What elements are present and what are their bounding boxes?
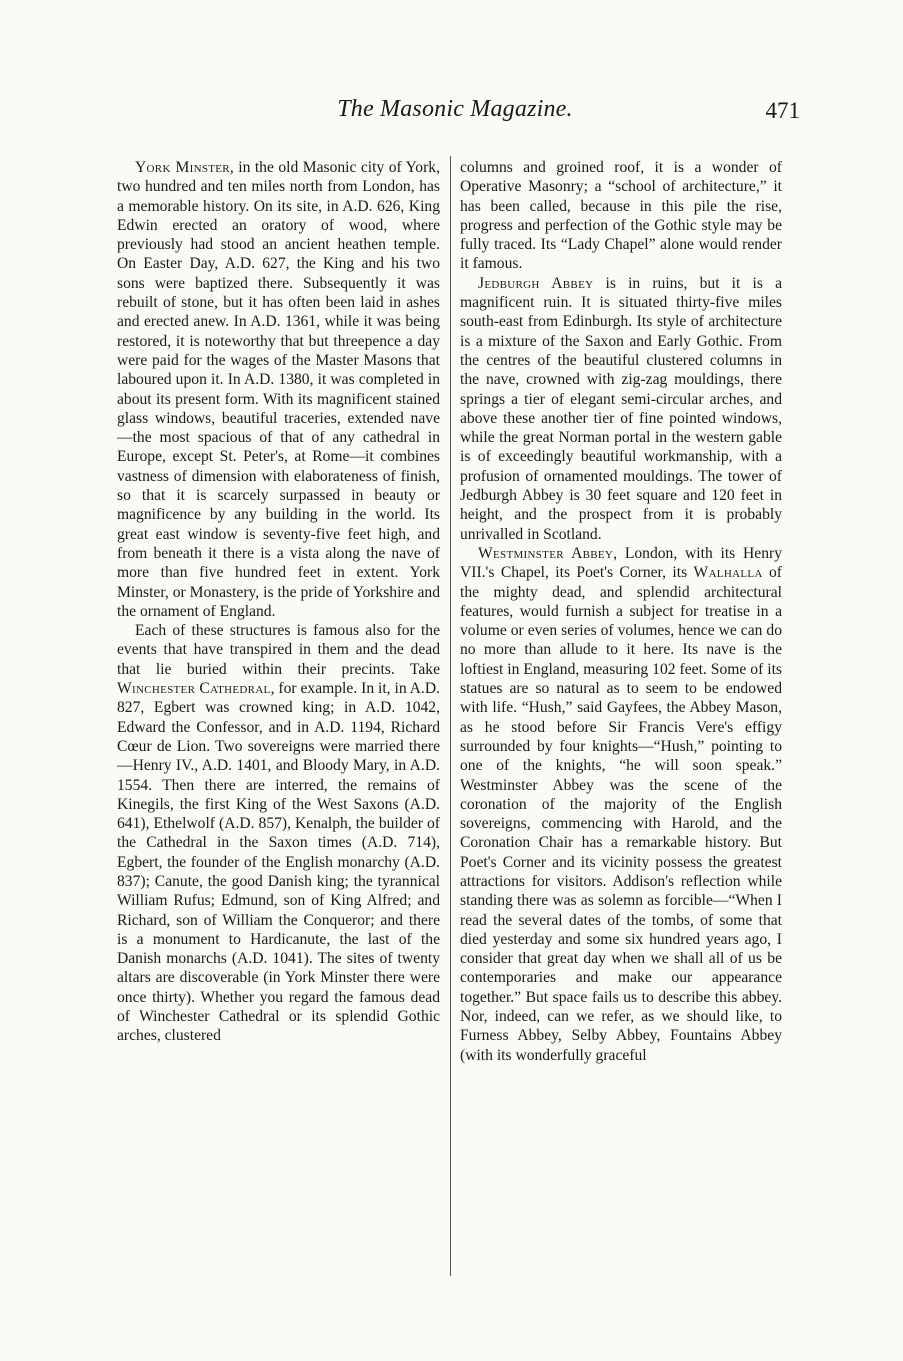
westminster-text-a: , London, with its Henry VII.'s Chapel, its Poet's Corner, its	[460, 544, 782, 582]
left-column	[117, 158, 440, 1046]
york-minster-text: , in the old Masonic city of York, two hundred and ten miles north from London, has a memorable history. On its site, in A.D. 626, King Edwin erected an oratory of wood, where previously had stood an ancient heathen temple. On Easter Day, A.D. 627, the King and his two sons were baptized there. Subsequently it was rebuilt of stone, but it has often been laid in ashes and erected anew. In A.D. 1361, while it was being restored, it is noteworthy that but threepence a day were paid for the wages of the Master Masons that laboured upon it. In A.D. 1380, it was completed in about its present form. With its magnificent stained glass windows, beautiful traceries, extended nave—the most spacious of that of any cathedral in Europe, except St. Peter's, at Rome—it combines vastness of dimension with elaborateness of finish, so that it is scarcely surpassed in beauty or magnificence by any building in the world. Its great east window is seventy-five feet high, and from beneath it there is a vista along the nave of more than five hundred feet in extent. York Minster, or Monastery, is the pride of Yorkshire and the ornament of England.	[117, 159, 440, 620]
paragraph-jedburgh	[460, 274, 782, 544]
winchester-lead: Winchester Cathedral	[117, 680, 271, 698]
continuation-text: columns and groined roof, it is a wonder of Operative Masonry; a “school of architecture,” it has been called, because in this pile the rise, progress and perfection of the Gothic style may be fully traced. Its “Lady Chapel” alone would render it famous.	[460, 159, 782, 273]
paragraph-winchester	[117, 621, 440, 1046]
winchester-intro-text: Each of these structures is famous also for the events that have transpired in them and the dead that lie buried within their precints. Take	[117, 622, 440, 678]
column-divider	[450, 156, 451, 1276]
winchester-text: , for example. In it, in A.D. 827, Egbert was crowned king; in A.D. 1042, Edward the Confessor, and in A.D. 1194, Richard Cœur de Lion. Two sovereigns were married there—Henry IV., A.D. 1401, and Bloody Mary, in A.D. 1554. Then there are interred, the remains of Kinegils, the first King of the West Saxons (A.D. 641), Ethelwolf (A.D. 857), Kenalph, the builder of the Cathedral in the Saxon times (A.D. 714), Egbert, the founder of the English monarchy (A.D. 837); Canute, the good Danish king; the tyrannical William Rufus; Edmund, son of King Alfred; and Richard, son of William the Conqueror; and there is a monument to Hardicanute, the last of the Danish monarchs (A.D. 1041). The sites of twenty altars are discoverable (in York Minster there were once thirty). Whether you regard the famous dead of Winchester Cathedral or its splendid Gothic arches, clustered	[117, 680, 440, 1045]
westminster-text-b: of the mighty dead, and splendid architectural features, would furnish a subject for treatise in a volume or even series of volumes, hence we can do no more than allude to it here. Its nave is the loftiest in England, measuring 102 feet. Some of its statues are so natural as to seem to be endowed with life. “Hush,” said Gayfees, the Abbey Mason, as he stood before Sir Francis Vere's effigy surrounded by four knights—“Hush,” pointing to one of the knights, “he will soon speak.” Westminster Abbey was the scene of the coronation of the majority of the English sovereigns, commencing with Harold, and the Coronation Chair has a remarkable history. But Poet's Corner and its vicinity possess the greatest attractions for visitors. Addison's reflection while standing there was as solemn as forcible—“When I read the several dates of the tombs, of some that died yesterday and some six hundred years ago, I consider that great day when we shall all of us be contemporaries and make our appearance together.” But space fails us to describe this abbey. Nor, indeed, can we refer, as we should like, to Furness Abbey, Selby Abbey, Fountains Abbey (with its wonderfully graceful	[460, 564, 782, 1064]
running-header	[110, 96, 800, 132]
paragraph-york-minster	[117, 158, 440, 621]
york-minster-lead: York Minster	[135, 159, 230, 176]
right-column	[460, 158, 782, 1065]
paragraph-continuation	[460, 158, 782, 274]
jedburgh-text: is in ruins, but it is a magnificent ruin. It is situated thirty-five miles south-east from Edinburgh. Its style of architecture is a mixture of the Saxon and Early Gothic. From the centres of the beautiful clustered columns in the nave, crowned with zig-zag mouldings, there springs a tier of elegant semi-circular arches, and above these another tier of fine pointed windows, while the great Norman portal in the western gable is of exceedingly beautiful workmanship, with a profusion of ornamented mouldings. The tower of Jedburgh Abbey is 30 feet square and 120 feet in height, and the prospect from it is probably unrivalled in Scotland.	[460, 274, 782, 543]
walhalla-term: Walhalla	[693, 564, 763, 582]
page-number: 471	[765, 98, 800, 123]
paragraph-westminster	[460, 544, 782, 1065]
magazine-title: The Masonic Magazine.	[337, 96, 573, 122]
westminster-lead: Westminster Abbey	[478, 544, 614, 562]
jedburgh-lead: Jedburgh Abbey	[478, 274, 594, 292]
